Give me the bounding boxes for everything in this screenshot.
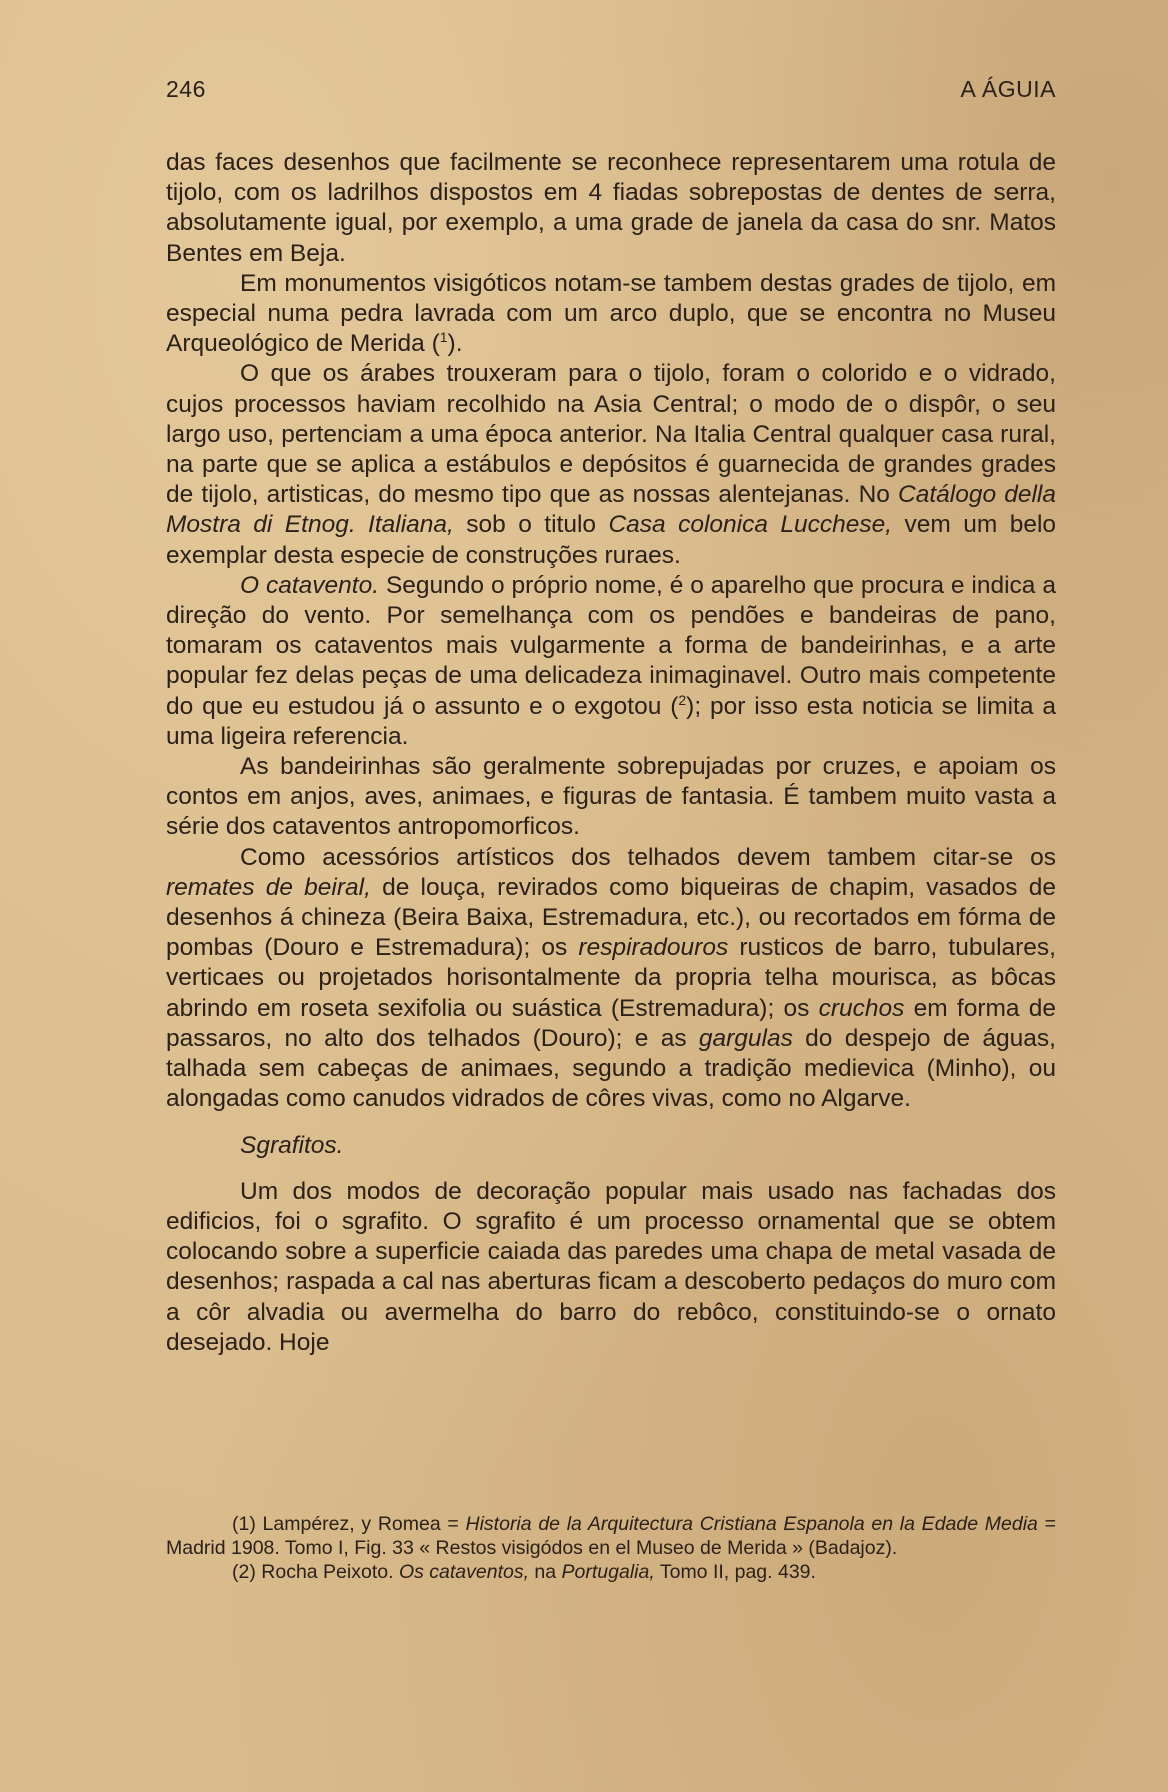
page-header <box>166 70 1056 110</box>
footnote-text: Tomo II, pag. 439. <box>654 1561 816 1583</box>
footnote <box>166 1512 1056 1560</box>
paragraph-text: rusticos de barro, tubulares, verticaes ou projetados horisontalmente da propria telha mourisca, as bôcas abrindo em roseta sexifolia ou suástica (Estremadura); os <box>166 934 1056 1022</box>
paragraph-text: em forma de passaros, no alto dos telhados (Douro); e as <box>166 994 1056 1052</box>
body-text <box>166 148 1056 1358</box>
paragraph <box>166 752 1056 843</box>
running-title: A ÁGUIA <box>960 76 1056 102</box>
footnotes <box>166 1512 1056 1584</box>
paragraph-text: As bandeirinhas são geralmente sobrepujadas por cruzes, e apoiam os contos em anjos, aves, animaes, e figuras de fantasia. É tambem muito vasta a série dos cataventos antropomorficos. <box>166 753 1056 841</box>
footnote-text: Rocha Peixoto. <box>255 1561 399 1583</box>
italic-title: Catálogo della Mostra di Etnog. Italiana, <box>166 481 1056 539</box>
italic-subject: O catavento. <box>240 571 380 599</box>
paragraph-text: Como acessórios artísticos dos telhados devem tambem citar-se os <box>240 843 1056 871</box>
italic-title: Casa colonica Lucchese, <box>608 511 893 539</box>
paragraph-text: de louça, revirados como biqueiras de chapim, vasados de desenhos á chineza (Beira Baixa, Estremadura, etc.), ou recortados em fórma de pombas (Douro e Estremadura); os <box>166 873 1056 962</box>
paragraph-text: ); por isso esta noticia se limita a uma ligeira referencia. <box>166 692 1056 750</box>
paragraph-text: O que os árabes trouxeram para o tijolo, foram o colorido e o vidrado, cujos processos haviam recolhido na Asia Central; o modo de o dispôr, o seu largo uso, pertenciam a uma época anterior. Na Italia Central qualquer casa rural, na parte que se aplica a estábulos e depósitos é guarnecida de grandes grades de tijolo, artisticas, do mesmo tipo que as nossas alentejanas. No <box>166 360 1056 509</box>
footnote <box>166 1560 1056 1584</box>
paragraph-text: do despejo de águas, talhada sem cabeças de animaes, segundo a tradição medievica (Minho), ou alongadas como canudos vidrados de côres vivas, como no Algarve. <box>166 1024 1056 1113</box>
footnote-text: Lampérez, y Romea = <box>255 1513 466 1535</box>
paragraph-text: ). <box>447 330 463 358</box>
paragraph-text: Segundo o próprio nome, é o aparelho que procura e indica a direção do vento. Por semelhança com os pendões e bandeiras de pano, tomaram os cataventos mais vulgarmente a forma de bandeirinhas, e a arte popular fez delas peças de uma delicadeza inimaginavel. Outro mais competente do que eu estudou já o assunto e o exgotou ( <box>166 571 1056 720</box>
paragraph-text: Um dos modos de decoração popular mais usado nas fachadas dos edificios, foi o sgrafito. O sgrafito é um processo ornamental que se obtem colocando sobre a superficie caiada das paredes uma chapa de metal vasada de desenhos; raspada a cal nas aberturas ficam a descoberto pedaços do muro com a côr alvadia ou avermelha do barro do rebôco, constituindo-se o ornato desejado. Hoje <box>166 1177 1056 1356</box>
footnote-title: Portugalia, <box>561 1561 655 1583</box>
footnote-text: na <box>529 1561 562 1583</box>
footnote-mark: (2) <box>232 1561 256 1583</box>
page-number: 246 <box>166 76 206 102</box>
section-heading: Sgrafitos. <box>240 1131 344 1159</box>
paragraph <box>166 359 1056 570</box>
paragraph <box>166 148 1056 269</box>
paragraph <box>166 269 1056 360</box>
italic-term: respiradouros <box>578 934 729 962</box>
italic-term: gargulas <box>698 1024 793 1052</box>
paragraph <box>166 571 1056 752</box>
paragraph-text: das faces desenhos que facilmente se reconhece representarem uma rotula de tijolo, com os ladrilhos dispostos em 4 fiadas sobrepostas de dentes de serra, absolutamente igual, por exemplo, a uma grade de janela da casa do snr. Matos Bentes em Beja. <box>166 149 1056 267</box>
paragraph-text: vem um belo exemplar desta especie de construções ruraes. <box>166 511 1057 569</box>
footnote-title: Os cataventos, <box>398 1561 530 1583</box>
footnote-ref: 1 <box>439 329 448 346</box>
paragraph-text: Em monumentos visigóticos notam-se tambem destas grades de tijolo, em especial numa pedra lavrada com um arco duplo, que se encontra no Museu Arqueológico de Merida ( <box>166 269 1056 358</box>
paragraph <box>166 1177 1056 1358</box>
footnote-title: Historia de la Arquitectura Cristiana Espanola en la Edade Media <box>465 1513 1038 1535</box>
italic-term: cruchos <box>818 994 905 1022</box>
paragraph-text: sob o titulo <box>453 511 609 539</box>
paragraph <box>166 843 1056 1115</box>
footnote-ref: 2 <box>678 691 687 708</box>
footnote-text: = Madrid 1908. Tomo I, Fig. 33 « Restos visigódos en el Museo de Merida » (Badajoz). <box>166 1513 1056 1559</box>
footnote-mark: (1) <box>232 1513 256 1535</box>
italic-term: remates de beiral, <box>166 873 371 901</box>
page <box>166 70 1057 1583</box>
